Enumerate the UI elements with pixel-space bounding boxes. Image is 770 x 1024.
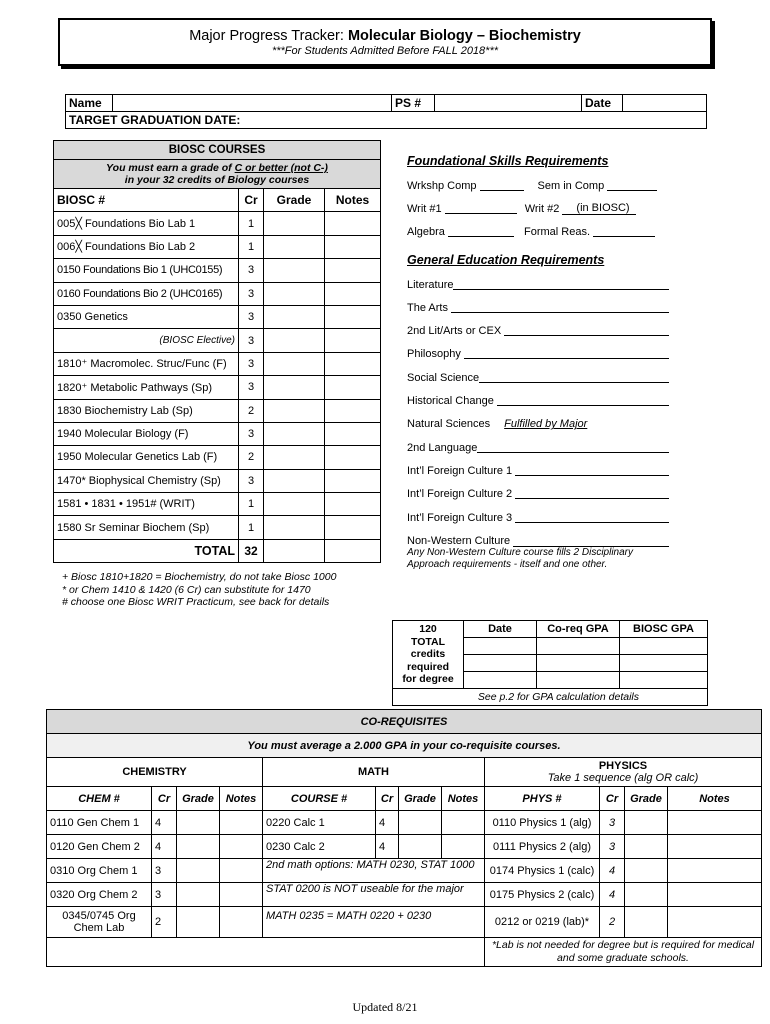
grade-cell[interactable] <box>264 329 325 352</box>
grade-cell[interactable] <box>264 469 325 492</box>
gpa-cell[interactable] <box>620 655 708 672</box>
gpa-cell[interactable] <box>537 655 620 672</box>
course-credits: 3 <box>239 469 264 492</box>
total-notes-cell[interactable] <box>325 539 381 562</box>
gened-row: 2nd Language <box>407 436 669 459</box>
notes-cell[interactable] <box>325 493 381 516</box>
col-chem-grade: Grade <box>177 787 220 811</box>
total-label: TOTAL <box>54 539 239 562</box>
biosc-courses-table <box>53 140 381 563</box>
course-credits: 1 <box>239 493 264 516</box>
phys-course: 0174 Physics 1 (calc) <box>485 859 600 883</box>
notes-cell[interactable] <box>325 469 381 492</box>
course-name: 1830 Biochemistry Lab (Sp) <box>54 399 239 422</box>
gpa-cell[interactable] <box>464 638 537 655</box>
total-row <box>54 539 381 562</box>
chem-course: 0110 Gen Chem 1 <box>47 811 152 835</box>
gened-line[interactable] <box>504 326 669 336</box>
semin-line[interactable] <box>607 181 657 191</box>
table-row <box>54 493 381 516</box>
notes-cell[interactable] <box>668 883 762 907</box>
grade-cell[interactable] <box>177 811 220 835</box>
chem-course: 0120 Gen Chem 2 <box>47 835 152 859</box>
table-row <box>54 235 381 258</box>
course-credits: 2 <box>239 399 264 422</box>
grade-cell[interactable] <box>399 811 442 835</box>
grade-cell[interactable] <box>177 859 220 883</box>
page-title: Major Progress Tracker: Molecular Biology – Biochemistry <box>189 28 581 44</box>
grade-cell[interactable] <box>264 305 325 328</box>
gened-line[interactable] <box>513 537 669 547</box>
table-row <box>54 282 381 305</box>
grade-cell[interactable] <box>177 883 220 907</box>
grade-cell[interactable] <box>264 282 325 305</box>
col-phys-notes: Notes <box>668 787 762 811</box>
notes-cell[interactable] <box>325 422 381 445</box>
table-row <box>54 469 381 492</box>
course-credits: 2 <box>239 446 264 469</box>
notes-cell[interactable] <box>325 329 381 352</box>
notes-cell[interactable] <box>325 282 381 305</box>
table-row <box>54 422 381 445</box>
total-value: 32 <box>239 539 264 562</box>
grade-cell[interactable] <box>264 259 325 282</box>
table-row <box>47 907 762 938</box>
gpa-cell[interactable] <box>464 672 537 689</box>
phys-credits: 3 <box>600 811 625 835</box>
course-name: 005╳ Foundations Bio Lab 1 <box>54 212 239 235</box>
notes-cell[interactable] <box>325 259 381 282</box>
course-credits: 1 <box>239 235 264 258</box>
math-title: MATH <box>263 758 485 787</box>
phys-lab-note: *Lab is not needed for degree but is required for medical and some graduate schools. <box>485 938 762 967</box>
gened-line[interactable] <box>515 513 669 523</box>
chem-title: CHEMISTRY <box>47 758 263 787</box>
gened-title: General Education Requirements <box>407 252 605 267</box>
math-course: 0230 Calc 2 <box>263 835 376 859</box>
footnote: # choose one Biosc WRIT Practicum, see back for details <box>62 596 330 608</box>
gened-row: Int’l Foreign Culture 1 <box>407 459 669 482</box>
name-field[interactable] <box>113 95 392 112</box>
course-name: (BIOSC Elective) <box>54 329 239 352</box>
student-info-table <box>65 94 707 129</box>
total-grade-cell[interactable] <box>264 539 325 562</box>
gpa-cell[interactable] <box>537 672 620 689</box>
grade-cell[interactable] <box>625 883 668 907</box>
gened-line[interactable] <box>477 443 669 453</box>
notes-cell[interactable] <box>668 835 762 859</box>
requirements-panel <box>407 154 669 571</box>
gpa-cell[interactable] <box>620 638 708 655</box>
course-name: 1470* Biophysical Chemistry (Sp) <box>54 469 239 492</box>
notes-cell[interactable] <box>325 516 381 539</box>
table-row <box>54 446 381 469</box>
phys-course: 0110 Physics 1 (alg) <box>485 811 600 835</box>
phys-course: 0212 or 0219 (lab)* <box>485 907 600 938</box>
req-row: Algebra Formal Reas. <box>407 221 669 244</box>
gened-line[interactable] <box>464 349 669 359</box>
phys-credits: 2 <box>600 907 625 938</box>
notes-cell[interactable] <box>442 811 485 835</box>
course-credits: 3 <box>239 259 264 282</box>
course-credits: 1 <box>239 212 264 235</box>
biosc-grade-note: You must earn a grade of C or better (not C-) in your 32 credits of Biology courses <box>54 160 381 189</box>
nonwestern-note: Any Non-Western Culture course fills 2 Disciplinary Approach requirements - itself and one other. <box>407 547 634 571</box>
gened-row: Int’l Foreign Culture 2 <box>407 483 669 506</box>
gpa-cell[interactable] <box>464 655 537 672</box>
course-name: 0350 Genetics <box>54 305 239 328</box>
gened-line[interactable] <box>451 303 669 313</box>
phys-subtitle: Take 1 sequence (alg OR calc) <box>547 772 699 784</box>
col-math-notes: Notes <box>442 787 485 811</box>
col-math-grade: Grade <box>399 787 442 811</box>
grade-cell[interactable] <box>177 907 220 938</box>
table-row <box>54 329 381 352</box>
page-header <box>58 18 712 66</box>
notes-cell[interactable] <box>220 811 263 835</box>
chem-credits: 3 <box>152 883 177 907</box>
gened-row: The Arts <box>407 296 669 319</box>
writ2-value: (in BIOSC) <box>562 202 635 215</box>
table-row <box>47 811 762 835</box>
gened-row: Literature <box>407 273 669 296</box>
course-credits: 3 <box>239 422 264 445</box>
biosc-footnotes <box>62 571 336 609</box>
course-credits: 3 <box>239 352 264 375</box>
table-row <box>54 399 381 422</box>
gpa-cell[interactable] <box>537 638 620 655</box>
chem-course: 0345/0745 Org Chem Lab <box>47 907 152 938</box>
table-row <box>54 376 381 399</box>
grade-cell[interactable] <box>264 516 325 539</box>
footnote: + Biosc 1810+1820 = Biochemistry, do not take Biosc 1000 <box>62 571 337 583</box>
target-graduation-label[interactable]: TARGET GRADUATION DATE: <box>66 112 707 129</box>
natural-sciences-value: Fulfilled by Major <box>504 418 588 431</box>
grade-cell[interactable] <box>264 446 325 469</box>
grade-cell[interactable] <box>264 493 325 516</box>
col-chem: CHEM # <box>47 787 152 811</box>
notes-cell[interactable] <box>325 376 381 399</box>
grade-cell[interactable] <box>264 235 325 258</box>
grade-cell[interactable] <box>264 376 325 399</box>
writ1-line[interactable] <box>445 204 517 214</box>
coreq-subtitle: You must average a 2.000 GPA in your co-requisite courses. <box>47 734 762 758</box>
col-biosc: BIOSC # <box>54 189 239 212</box>
ps-field[interactable] <box>435 95 582 112</box>
grade-cell[interactable] <box>264 399 325 422</box>
chem-credits: 3 <box>152 859 177 883</box>
col-notes: Notes <box>325 189 381 212</box>
req-row: Wrkshp Comp Sem in Comp <box>407 174 669 197</box>
gened-row: Non-Western Culture <box>407 529 669 547</box>
gened-row: Int’l Foreign Culture 3 <box>407 506 669 529</box>
chem-course: 0310 Org Chem 1 <box>47 859 152 883</box>
phys-credits: 4 <box>600 859 625 883</box>
col-chem-cr: Cr <box>152 787 177 811</box>
table-row <box>54 259 381 282</box>
course-name: 1581 • 1831 • 1951# (WRIT) <box>54 493 239 516</box>
ps-label: PS # <box>392 95 435 112</box>
credits-required: 120 TOTAL credits required for degree <box>393 621 464 689</box>
notes-cell[interactable] <box>325 352 381 375</box>
wrkshp-line[interactable] <box>480 181 524 191</box>
col-chem-notes: Notes <box>220 787 263 811</box>
gened-line[interactable] <box>453 280 669 290</box>
notes-cell[interactable] <box>325 212 381 235</box>
notes-cell[interactable] <box>220 859 263 883</box>
course-name: 0160 Foundations Bio 2 (UHC0165) <box>54 282 239 305</box>
table-row <box>54 516 381 539</box>
math-credits: 4 <box>376 811 399 835</box>
gpa-table <box>392 620 708 706</box>
course-credits: 1 <box>239 516 264 539</box>
gpa-col-biosc: BIOSC GPA <box>620 621 708 638</box>
course-credits: 3 <box>239 282 264 305</box>
course-name: 1820⁺ Metabolic Pathways (Sp) <box>54 376 239 399</box>
notes-cell[interactable] <box>325 305 381 328</box>
date-label: Date <box>582 95 623 112</box>
course-credits: 3 <box>239 376 264 399</box>
biosc-title: BIOSC COURSES <box>54 141 381 160</box>
gened-line[interactable] <box>515 466 669 476</box>
gened-line[interactable] <box>515 489 669 499</box>
phys-course: 0111 Physics 2 (alg) <box>485 835 600 859</box>
page-subtitle: ***For Students Admitted Before FALL 2018*** <box>271 45 499 57</box>
table-row <box>47 883 762 907</box>
table-row <box>47 859 762 883</box>
course-name: 1580 Sr Seminar Biochem (Sp) <box>54 516 239 539</box>
phys-credits: 4 <box>600 883 625 907</box>
col-phys: PHYS # <box>485 787 600 811</box>
course-credits: 3 <box>239 305 264 328</box>
math-note: MATH 0235 = MATH 0220 + 0230 <box>263 907 485 938</box>
gened-row: Social Science <box>407 366 669 389</box>
phys-title: PHYSICS <box>598 760 648 772</box>
gened-row: Historical Change <box>407 389 669 412</box>
notes-cell[interactable] <box>220 883 263 907</box>
gened-line[interactable] <box>497 396 669 406</box>
notes-cell[interactable] <box>220 835 263 859</box>
gened-line[interactable] <box>479 373 669 383</box>
notes-cell[interactable] <box>325 446 381 469</box>
phys-course: 0175 Physics 2 (calc) <box>485 883 600 907</box>
chem-credits: 4 <box>152 811 177 835</box>
col-phys-cr: Cr <box>600 787 625 811</box>
course-name: 1940 Molecular Biology (F) <box>54 422 239 445</box>
col-phys-grade: Grade <box>625 787 668 811</box>
physics-header <box>485 758 762 787</box>
footnote: * or Chem 1410 & 1420 (6 Cr) can substitute for 1470 <box>62 583 311 596</box>
grade-cell[interactable] <box>177 835 220 859</box>
gened-row: Philosophy <box>407 343 669 366</box>
name-label: Name <box>66 95 113 112</box>
grade-cell[interactable] <box>625 811 668 835</box>
date-field[interactable] <box>623 95 707 112</box>
notes-cell[interactable] <box>220 907 263 938</box>
notes-cell[interactable] <box>325 235 381 258</box>
course-name: 0150 Foundations Bio 1 (UHC0155) <box>54 259 239 282</box>
math-course: 0220 Calc 1 <box>263 811 376 835</box>
table-row <box>47 835 762 859</box>
notes-cell[interactable] <box>325 399 381 422</box>
math-note: STAT 0200 is NOT useable for the major <box>263 883 485 907</box>
gpa-cell[interactable] <box>620 672 708 689</box>
grade-cell[interactable] <box>264 422 325 445</box>
gpa-col-coreq: Co-req GPA <box>537 621 620 638</box>
updated-footer: Updated 8/21 <box>352 1000 418 1014</box>
math-credits: 4 <box>376 835 399 859</box>
gened-row: Natural Sciences Fulfilled by Major <box>407 418 588 431</box>
grade-cell[interactable] <box>625 835 668 859</box>
coreq-blank <box>47 938 485 967</box>
phys-credits: 3 <box>600 835 625 859</box>
chem-credits: 2 <box>152 907 177 938</box>
grade-cell[interactable] <box>264 212 325 235</box>
coreq-title: CO-REQUISITES <box>47 710 762 734</box>
grade-cell[interactable] <box>625 907 668 938</box>
grade-cell[interactable] <box>264 352 325 375</box>
table-row <box>54 305 381 328</box>
notes-cell[interactable] <box>668 907 762 938</box>
col-grade: Grade <box>264 189 325 212</box>
gpa-note: See p.2 for GPA calculation details <box>393 689 708 706</box>
grade-cell[interactable] <box>625 859 668 883</box>
notes-cell[interactable] <box>442 835 485 859</box>
grade-cell[interactable] <box>399 835 442 859</box>
foundational-title: Foundational Skills Requirements <box>407 154 609 168</box>
chem-course: 0320 Org Chem 2 <box>47 883 152 907</box>
gened-row: 2nd Lit/Arts or CEX <box>407 319 669 342</box>
course-name: 006╳ Foundations Bio Lab 2 <box>54 235 239 258</box>
coreq-table <box>46 709 762 967</box>
col-math-cr: Cr <box>376 787 399 811</box>
course-name: 1950 Molecular Genetics Lab (F) <box>54 446 239 469</box>
algebra-line[interactable] <box>448 227 514 237</box>
chem-credits: 4 <box>152 835 177 859</box>
table-row <box>54 352 381 375</box>
table-row <box>54 212 381 235</box>
course-credits: 3 <box>239 329 264 352</box>
req-row: Writ #1 Writ #2 (in BIOSC) <box>407 197 669 220</box>
math-note: 2nd math options: MATH 0230, STAT 1000 <box>263 859 485 883</box>
course-name: 1810⁺ Macromolec. Struc/Func (F) <box>54 352 239 375</box>
formal-line[interactable] <box>593 227 655 237</box>
gpa-col-date: Date <box>464 621 537 638</box>
col-cr: Cr <box>239 189 264 212</box>
col-math: COURSE # <box>263 787 376 811</box>
notes-cell[interactable] <box>668 811 762 835</box>
notes-cell[interactable] <box>668 859 762 883</box>
